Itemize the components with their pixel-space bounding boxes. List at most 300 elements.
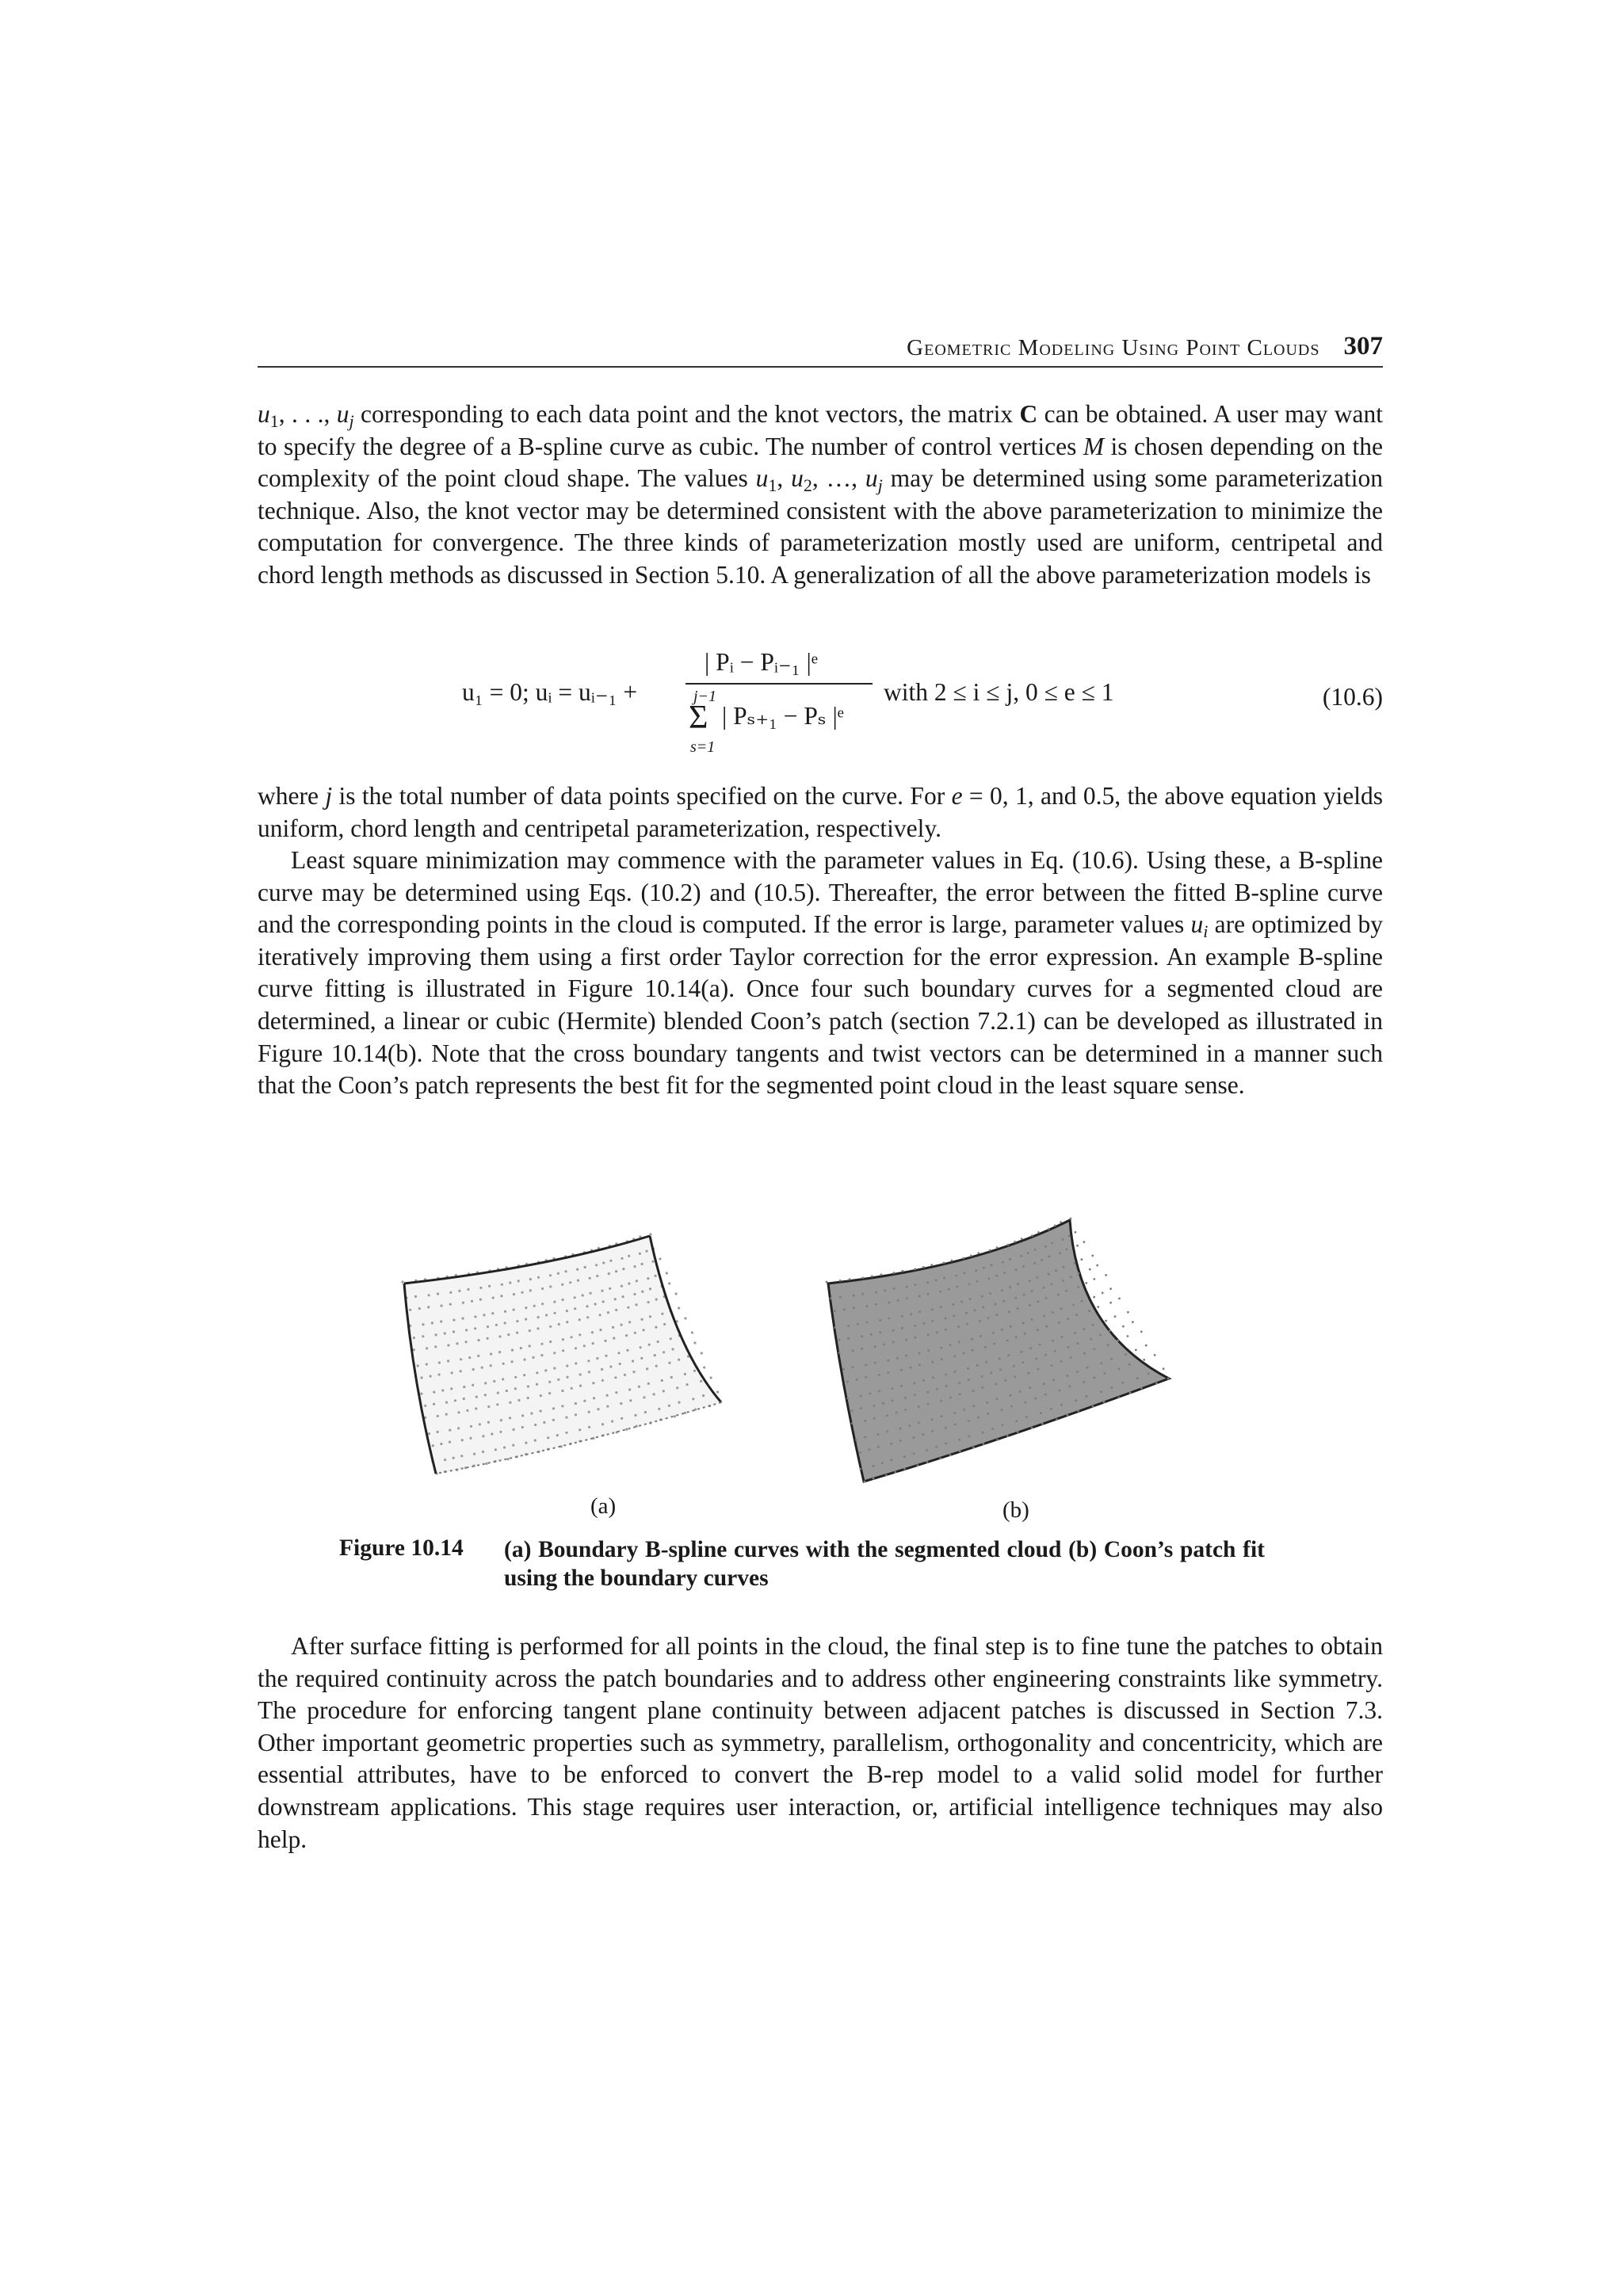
cloud-point [1104,1372,1106,1375]
cloud-point [492,1297,495,1299]
cloud-point [540,1354,543,1356]
cloud-point [884,1290,886,1292]
cloud-point [700,1380,702,1383]
cloud-point [940,1306,942,1308]
cloud-point [993,1343,995,1345]
cloud-point [488,1285,491,1287]
cloud-point [561,1390,563,1392]
cloud-point [1074,1262,1076,1264]
cloud-point [880,1273,882,1276]
cloud-point [422,1323,424,1325]
cloud-point [622,1268,624,1270]
cloud-point [1048,1228,1050,1230]
cloud-point [620,1402,622,1405]
cloud-point [897,1299,899,1302]
cloud-point [527,1385,529,1387]
cloud-point [1041,1423,1044,1425]
cloud-point [479,1423,481,1425]
cloud-point [644,1411,647,1413]
cloud-point [641,1318,643,1321]
cloud-point [856,1379,858,1381]
cloud-point [931,1361,934,1363]
cloud-point [1001,1289,1003,1291]
cloud-point [529,1289,532,1291]
cloud-point [621,1324,623,1326]
cloud-point [886,1431,888,1433]
cloud-point [873,1405,876,1407]
cloud-point [899,1428,902,1430]
cloud-point [428,1432,430,1435]
cloud-point [943,1277,945,1280]
cloud-point [927,1293,930,1295]
cloud-point [632,1371,635,1373]
cloud-point [1029,1304,1031,1306]
cloud-point [602,1261,605,1264]
cloud-point [554,1312,556,1314]
cloud-point [913,1436,915,1439]
cloud-point [1140,1331,1143,1333]
cloud-point [982,1432,984,1434]
cloud-point [497,1392,499,1394]
cloud-point [591,1331,594,1333]
cloud-point [716,1390,719,1393]
cloud-point [1077,1286,1079,1288]
cloud-point [910,1367,912,1369]
cloud-point [1105,1320,1107,1322]
figure-10-14 [388,1188,1189,1505]
cloud-point [958,1439,960,1441]
cloud-point [582,1294,584,1296]
cloud-point [936,1388,938,1390]
cloud-point [484,1394,487,1396]
cloud-point [562,1299,564,1301]
cloud-point [520,1347,522,1349]
cloud-point [1059,1390,1061,1392]
cloud-point [647,1301,650,1303]
cloud-point [1086,1395,1088,1398]
cloud-point [537,1316,540,1318]
cloud-point [968,1379,970,1381]
cloud-point [676,1386,678,1389]
cloud-point [1034,1249,1037,1251]
cloud-point [985,1361,987,1363]
cloud-point [456,1342,458,1344]
cloud-point [661,1379,663,1382]
cloud-point [903,1455,906,1458]
cloud-point [932,1376,934,1379]
cloud-point [1083,1352,1086,1355]
cloud-point [670,1337,672,1340]
cloud-point [931,1308,934,1310]
cloud-point [1057,1294,1060,1296]
cloud-point [1127,1311,1129,1314]
cloud-point [1163,1367,1165,1370]
cloud-point [940,1347,942,1349]
page-number: 307 [1343,332,1383,360]
cloud-point [617,1352,620,1354]
cloud-point [466,1409,468,1412]
cloud-point [485,1463,487,1465]
cloud-point [852,1350,854,1352]
cloud-point [437,1293,439,1295]
cloud-point [577,1280,579,1282]
cloud-point [945,1374,947,1376]
cloud-point [1060,1404,1063,1406]
cloud-point [1128,1363,1131,1366]
cloud-point [571,1387,573,1390]
cloud-point [621,1285,623,1287]
cloud-point [599,1329,601,1331]
cloud-point [1002,1424,1004,1426]
cloud-point [607,1311,609,1314]
cloud-point [886,1414,888,1417]
cloud-point [506,1390,508,1392]
cloud-point [963,1409,965,1411]
cloud-point [428,1294,430,1296]
cloud-point [939,1458,941,1460]
cloud-point [632,1360,634,1362]
cloud-point [1014,1375,1016,1378]
cloud-point [972,1405,975,1407]
cloud-point [996,1439,999,1441]
cloud-point [1092,1405,1094,1408]
cloud-point [634,1332,636,1334]
cloud-point [651,1261,654,1263]
cloud-point [413,1348,415,1351]
cloud-point [945,1427,947,1429]
equation-lhs: u₁ = 0; uᵢ = uᵢ₋₁ + [462,678,638,706]
cloud-point [914,1325,916,1327]
cloud-point [1109,1302,1112,1304]
cloud-point [948,1288,950,1291]
cloud-point [1045,1297,1048,1299]
cloud-point [534,1439,537,1441]
cloud-point [553,1352,556,1354]
cloud-point [1031,1318,1033,1321]
cloud-point [865,1376,867,1379]
cloud-point [634,1265,636,1268]
cloud-point [663,1351,665,1353]
cloud-point [501,1283,503,1286]
cloud-point [976,1280,979,1283]
cloud-point [648,1344,651,1346]
cloud-point [512,1444,514,1447]
cloud-point [495,1448,497,1451]
cloud-point [987,1317,990,1319]
cloud-point [552,1407,555,1409]
fraction-bar [685,683,873,685]
cloud-point [449,1441,451,1444]
cloud-point [661,1313,663,1315]
cloud-point [655,1275,657,1277]
cloud-point [1140,1387,1143,1390]
cloud-point [534,1424,537,1426]
cloud-point [426,1347,428,1349]
cloud-point [646,1367,648,1370]
cloud-point [875,1303,877,1306]
cloud-point [611,1420,613,1422]
cloud-point [1118,1298,1121,1300]
cloud-point [1103,1401,1106,1403]
cloud-point [1121,1382,1124,1384]
cloud-point [1076,1245,1079,1247]
cloud-point [536,1383,538,1386]
cloud-point [926,1449,928,1451]
cloud-point [1136,1377,1139,1379]
cloud-point [533,1305,536,1307]
cloud-point [1027,1372,1029,1375]
cloud-point [418,1307,421,1310]
cloud-point [908,1425,911,1427]
cloud-point [1068,1385,1071,1387]
cloud-point [1029,1386,1031,1389]
cloud-point [859,1468,861,1470]
cloud-point [914,1268,916,1271]
cloud-point [1100,1362,1102,1364]
cloud-point [1117,1340,1119,1342]
cloud-point [684,1412,686,1414]
cloud-point [433,1403,435,1405]
cloud-point [571,1336,573,1338]
cloud-point [900,1369,903,1371]
cloud-point [906,1297,908,1299]
cloud-point [579,1318,581,1321]
cloud-point [574,1307,576,1310]
cloud-point [445,1413,448,1416]
cloud-point [874,1362,876,1364]
cloud-point [504,1310,506,1313]
cloud-point [601,1379,604,1382]
var-u: u [258,400,270,428]
cloud-point [523,1374,525,1376]
cloud-point [427,1306,430,1308]
cloud-point [852,1366,854,1368]
cloud-point [1052,1242,1054,1245]
cloud-point [1036,1276,1038,1279]
cloud-point [1070,1218,1072,1220]
cloud-point [509,1417,511,1419]
cloud-point [483,1314,485,1316]
cloud-point [865,1364,867,1367]
cloud-point [982,1386,984,1389]
cloud-point [1145,1344,1148,1347]
cloud-point [975,1269,977,1272]
cloud-point [608,1272,610,1275]
cloud-point [1037,1368,1040,1371]
cloud-point [458,1290,460,1292]
cloud-point [1015,1420,1018,1422]
cloud-point [540,1394,542,1397]
cloud-point [437,1431,439,1433]
cloud-point [490,1352,492,1355]
cloud-point [472,1368,475,1371]
paragraph-4: After surface fitting is performed for all points in the cloud, the final step is to fine tune the patches to obtain the required continuity across the patch boundaries and to address other engineering constraints like symmetry. The procedure for enforcing tangent plane continuity between adjacent patches is discussed in Section 7.3. Other important geometric properties such as symmetry, parallelism, orthogonality and concentricity, which are essential attributes, have to be enforced to convert the B-rep model to a valid solid model for further downstream applications. This stage requires user interaction, or, artificial intelligence techniques may also help. [258,1632,1383,1853]
cloud-point [1043,1383,1045,1385]
cloud-point [860,1395,862,1398]
cloud-point [686,1383,689,1386]
cloud-point [915,1283,917,1286]
cloud-point [1031,1427,1033,1429]
cloud-point [875,1291,877,1294]
cloud-point [1091,1255,1094,1257]
cloud-point [910,1313,912,1315]
cloud-point [1083,1328,1085,1330]
cloud-point [609,1365,612,1367]
paragraph-3: Least square minimization may commence with the parameter values in Eq. (10.6). Using these, a B-spline curve may be determined using Eqs. (10.2) and (10.5). Thereafter, the error between the fitted B-spline curve and the corresponding points in the cloud is computed. If the error is large, parameter values $u_i$ are optimized by iteratively improving them using a first order Taylor correction for the error expression. An example B-spline curve fitting is illustrated in Figure 10.14(a). Once four such boundary curves for a segmented cloud are determined, a linear or cubic (Hermite) blended Coon’s patch (section 7.2.1) can be developed as illustrated in Figure 10.14(b). Note that the cross boundary tangents and twist vectors can be determined in a manner such that the Coon’s patch represents the best fit for the segmented point cloud in the least square sense. [258,846,1384,1100]
cloud-point [540,1409,542,1412]
cloud-point [873,1478,875,1480]
cloud-point [588,1411,590,1413]
cloud-point [847,1325,850,1327]
cloud-point [1055,1269,1057,1272]
cloud-point [543,1421,545,1424]
cloud-point [1045,1325,1048,1328]
cloud-point [979,1320,981,1322]
cloud-point [965,1312,968,1314]
cloud-point [462,1302,464,1304]
cloud-point [671,1348,674,1350]
cloud-point [440,1443,442,1445]
cloud-point [905,1355,907,1357]
subcaption-a: (a) [590,1493,617,1519]
cloud-point [588,1371,590,1373]
cloud-point [1051,1283,1053,1286]
cloud-point [1107,1344,1109,1346]
cloud-point [655,1365,658,1367]
cloud-point [995,1303,997,1306]
cloud-point [890,1443,892,1445]
cloud-point [853,1295,855,1297]
cloud-point [913,1452,915,1455]
cloud-point [579,1373,582,1375]
cloud-point [1065,1290,1067,1292]
cloud-point [545,1314,548,1316]
cloud-point [692,1398,694,1400]
cloud-point [971,1338,973,1341]
cloud-point [668,1405,670,1407]
cloud-point [653,1393,655,1395]
cloud-point [1118,1397,1121,1399]
cloud-point [859,1451,861,1454]
cloud-point [847,1337,850,1340]
cloud-point [621,1257,623,1260]
cloud-point [649,1315,651,1318]
cloud-point [901,1315,903,1318]
cloud-point [935,1446,938,1448]
cloud-point [517,1280,520,1282]
cloud-point [953,1412,956,1414]
cloud-point [613,1337,615,1340]
cloud-point [657,1341,659,1343]
cloud-point [991,1428,994,1430]
cloud-point [576,1268,579,1271]
cloud-point [511,1360,514,1363]
cloud-point [830,1298,832,1300]
cloud-point [702,1394,705,1397]
cloud-point [1085,1282,1087,1284]
cloud-point [866,1305,869,1307]
cloud-point [507,1458,510,1460]
cloud-point [1017,1431,1019,1433]
cloud-point [694,1409,697,1411]
cloud-point [549,1325,552,1328]
cloud-point [972,1349,974,1352]
cloud-point [877,1446,880,1448]
cloud-point [625,1428,628,1431]
cloud-point [1090,1338,1092,1341]
cloud-point [1043,1315,1045,1318]
cloud-point [484,1382,487,1384]
cloud-point [882,1402,884,1405]
cloud-point [879,1319,881,1322]
cloud-point [575,1362,577,1364]
cloud-point [878,1374,880,1376]
paragraph-2: where j is the total number of data points specified on the curve. For e = 0, 1, and 0.5, the above equation yields uniform, chord length and centripetal parameterization, respectively. [258,782,1384,842]
cloud-point [843,1308,846,1310]
cloud-point [507,1333,510,1336]
cloud-point [453,1330,455,1333]
cloud-point [853,1306,855,1309]
cloud-point [592,1342,594,1344]
cloud-point [991,1264,993,1266]
cloud-point [684,1317,686,1319]
cloud-point [643,1329,645,1331]
cloud-point [1013,1365,1015,1367]
cloud-point [479,1299,482,1301]
cloud-point [927,1403,930,1405]
cloud-point [438,1361,441,1363]
cloud-point [1010,1394,1012,1397]
cloud-point [647,1277,649,1280]
cloud-point [834,1310,836,1312]
cloud-point [945,1385,948,1387]
cloud-point [1025,1402,1027,1404]
cloud-point [493,1380,495,1383]
cloud-point [450,1387,453,1390]
cloud-point [1002,1300,1005,1302]
cloud-point [527,1397,529,1399]
cloud-point [959,1450,961,1452]
cloud-point [586,1305,588,1307]
cloud-point [926,1461,929,1463]
cloud-point [1096,1264,1098,1267]
cloud-point [440,1320,442,1322]
cloud-point [478,1339,480,1341]
cloud-point [977,1417,980,1419]
cloud-point [1099,1334,1102,1337]
cloud-point [463,1398,465,1400]
cloud-point [1048,1256,1050,1258]
cloud-point [1078,1272,1080,1275]
equation-numerator: | Pᵢ − Pᵢ₋₁ |ᵉ [705,648,818,676]
cloud-point [1088,1310,1090,1312]
cloud-point [413,1337,415,1339]
cloud-point [461,1439,464,1441]
cloud-point [1061,1336,1064,1338]
cloud-point [962,1257,964,1260]
cloud-point [1029,1280,1031,1282]
cloud-point [957,1325,960,1328]
cloud-point [849,1278,851,1280]
cloud-point [655,1326,657,1329]
cloud-point [926,1391,929,1394]
cloud-point [509,1402,511,1404]
cloud-point [482,1435,484,1437]
cloud-point [940,1400,942,1402]
cloud-point [514,1376,517,1379]
cloud-point [936,1331,938,1333]
cloud-point [1027,1252,1029,1254]
